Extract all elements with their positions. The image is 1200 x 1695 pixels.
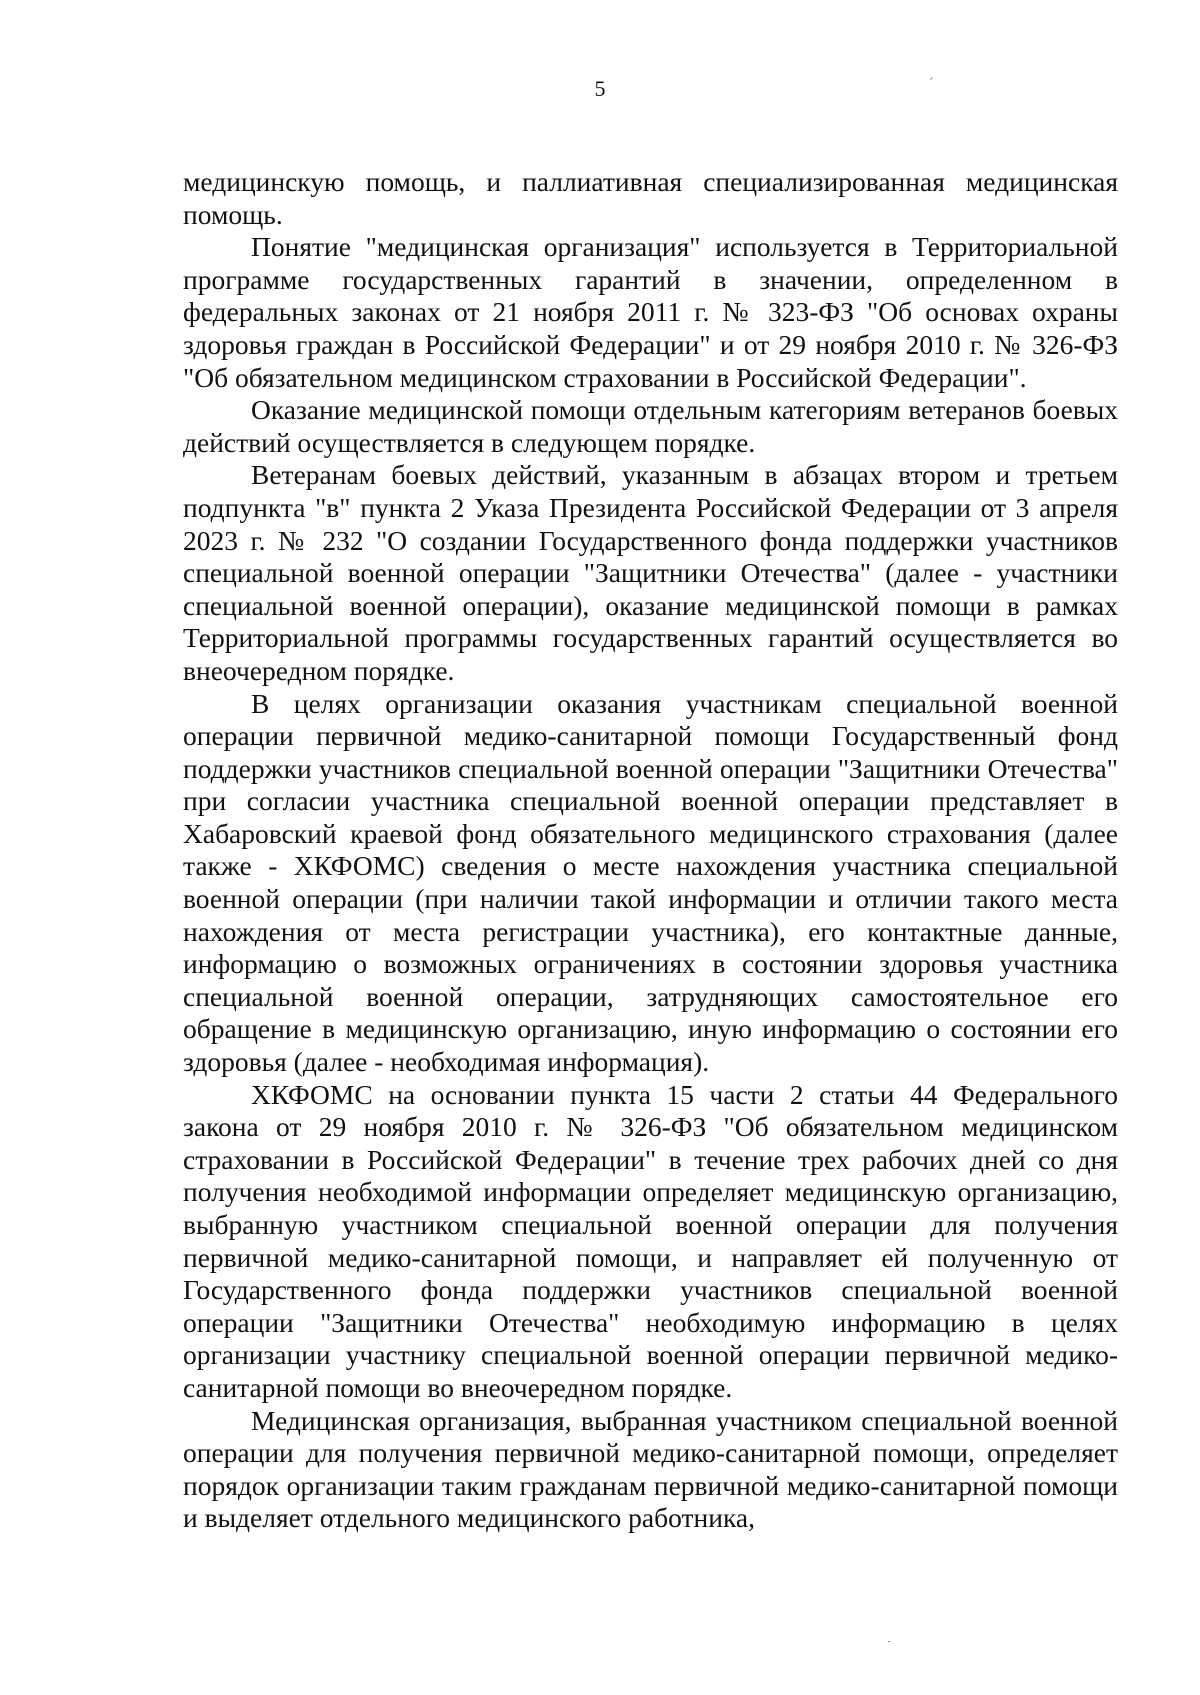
page-number: 5 [594, 76, 606, 101]
paragraph-fund-information-transfer: В целях организации оказания участникам специальной военной операции первичной медико-санитарной помощи Государственный фонд поддержки участников специальной военной операции "Защитники Отечества" при согласии участника специальной военной операции представляет в Хабаровский краевой фонд обязательного медицинского страхования (далее также - ХКФОМС) сведения о месте нахождения участника специальной военной операции (при наличии такой информации и отличии такого места нахождения от места регистрации участника), его контактные данные, информацию о возможных ограничениях в состоянии здоровья участника специальной военной операции, затрудняющих самостоятельное его обращение в медицинскую организацию, иную информацию о состоянии его здоровья (далее - необходимая информация). [183, 687, 1118, 1078]
paragraph-medical-organization-definition: Понятие "медицинская организация" используется в Территориальной программе государственных гарантий в значении, определенном в федеральных законах от 21 ноября 2011 г. № 323-ФЗ "Об основах охраны здоровья граждан в Российской Федерации" и от 29 ноября 2010 г. № 326-ФЗ "Об обязательном медицинском страховании в Российской Федерации". [183, 231, 1118, 393]
scan-speck [888, 1641, 890, 1642]
paragraph-veterans-care-intro: Оказание медицинской помощи отдельным категориям ветеранов боевых действий осуществляется в следующем порядке. [183, 394, 1118, 458]
document-body [183, 166, 1118, 1535]
paragraph-medical-organization-procedure: Медицинская организация, выбранная участником специальной военной операции для получения первичной медико-санитарной помощи, определяет порядок организации таким гражданам первичной медико-санитарной помощи и выделяет отдельного медицинского работника, [183, 1404, 1118, 1534]
paragraph-continuation: медицинскую помощь, и паллиативная специализированная медицинская помощь. [183, 166, 1118, 230]
paragraph-veterans-priority-care: Ветеранам боевых действий, указанным в абзацах втором и третьем подпункта "в" пункта 2 Указа Президента Российской Федерации от 3 апреля 2023 г. № 232 "О создании Государственного фонда поддержки участников специальной военной операции "Защитники Отечества" (далее - участники специальной военной операции), оказание медицинской помощи в рамках Территориальной программы государственных гарантий осуществляется во внеочередном порядке. [183, 459, 1118, 686]
paragraph-khfoms-procedure: ХКФОМС на основании пункта 15 части 2 статьи 44 Федерального закона от 29 ноября 2010 г. № 326-ФЗ "Об обязательном медицинском страховании в Российской Федерации" в течение трех рабочих дней со дня получения необходимой информации определяет медицинскую организацию, выбранную участником специальной военной операции для получения первичной медико-санитарной помощи, и направляет ей полученную от Государственного фонда поддержки участников специальной военной операции "Защитники Отечества" необходимую информацию в целях организации участнику специальной военной операции первичной медико-санитарной помощи во внеочередном порядке. [183, 1078, 1118, 1403]
